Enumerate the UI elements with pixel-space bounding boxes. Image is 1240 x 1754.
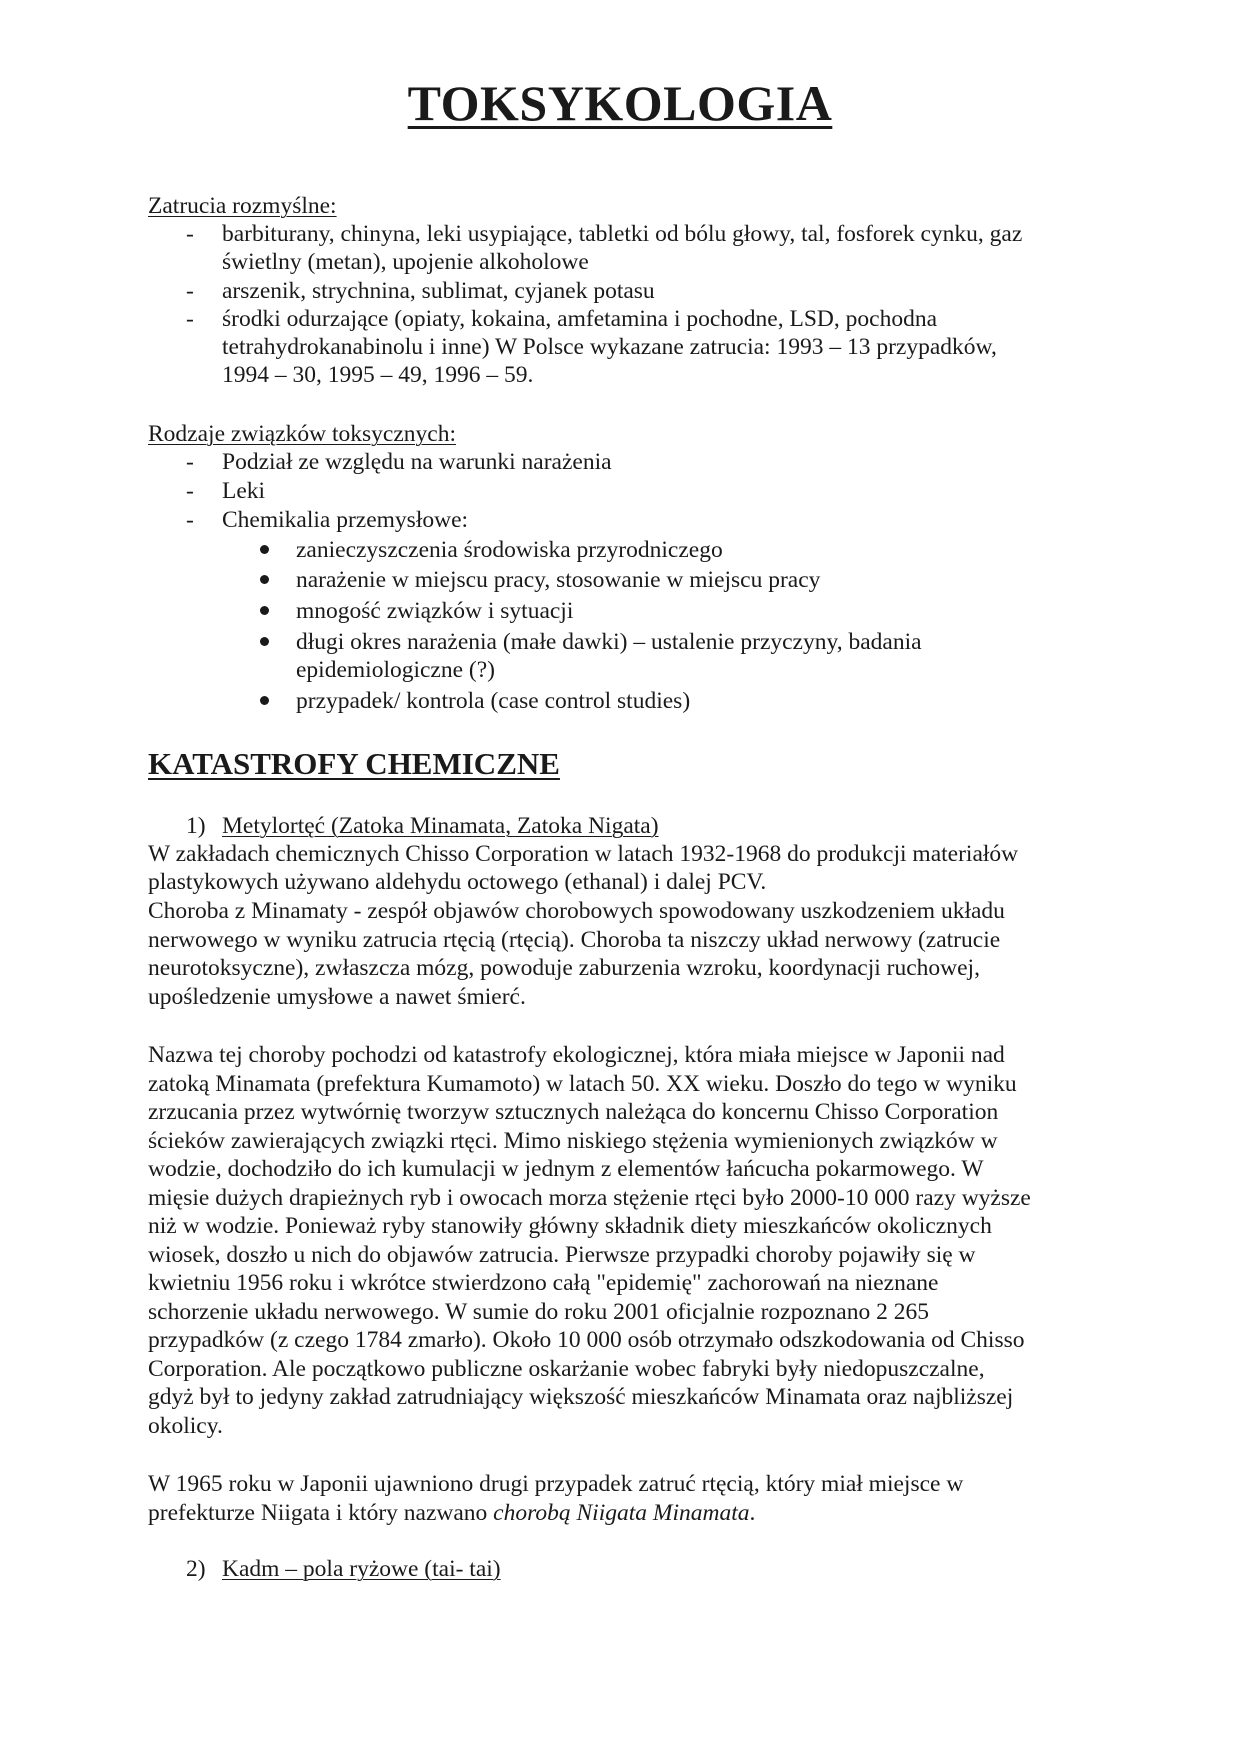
section-heading-toxic-compound-types: Rodzaje związków toksycznych: <box>148 421 457 447</box>
item-title-cadmium: Kadm – pola ryżowe (tai- tai) <box>222 1556 501 1582</box>
paragraph-line: zrzucania przez wytwórnię tworzyw sztucznych należąca do koncernu Chisso Corporation <box>148 1099 999 1125</box>
paragraph-line: upośledzenie umysłowe a nawet śmierć. <box>148 984 526 1010</box>
paragraph-line: neurotoksyczne), zwłaszcza mózg, powoduje zaburzenia wzroku, koordynacji ruchowej, <box>148 955 980 981</box>
paragraph-line: W 1965 roku w Japonii ujawniono drugi przypadek zatruć rtęcią, który miał miejsce w <box>148 1471 964 1497</box>
list-item-line: 1994 – 30, 1995 – 49, 1996 – 59. <box>222 362 534 388</box>
bullet-icon <box>260 637 269 646</box>
paragraph-line <box>148 1499 755 1527</box>
bullet-icon <box>260 545 269 554</box>
list-item-line: arszenik, strychnina, sublimat, cyjanek potasu <box>222 278 655 304</box>
section-heading-deliberate-poisonings: Zatrucia rozmyślne: <box>148 193 337 219</box>
section-heading-chemical-disasters: KATASTROFY CHEMICZNE <box>148 746 560 781</box>
paragraph-line: Nazwa tej choroby pochodzi od katastrofy ekologicznej, która miała miejsce w Japonii nad <box>148 1042 1005 1068</box>
paragraph-line: Corporation. Ale początkowo publiczne oskarżanie wobec fabryki były niedopuszczalne, <box>148 1356 985 1382</box>
paragraph-line: schorzenie układu nerwowego. W sumie do roku 2001 oficjalnie rozpoznano 2 265 <box>148 1299 929 1325</box>
list-item-line: Podział ze względu na warunki narażenia <box>222 449 612 475</box>
paragraph-text: . <box>749 1500 756 1526</box>
italic-disease-name: chorobą Niigata Minamata <box>493 1500 750 1526</box>
sub-list-item-line: zanieczyszczenia środowiska przyrodniczego <box>296 537 723 563</box>
dash-marker: - <box>186 449 194 475</box>
sub-list-item-line: narażenie w miejscu pracy, stosowanie w miejscu pracy <box>296 567 821 593</box>
page-title: TOKSYKOLOGIA <box>407 75 833 131</box>
paragraph-line: Choroba z Minamaty - zespół objawów chorobowych spowodowany uszkodzeniem układu <box>148 898 1005 924</box>
paragraph-line: gdyż był to jedyny zakład zatrudniający większość mieszkańców Minamata oraz najbliższej <box>148 1384 1014 1410</box>
paragraph-line: kwietniu 1956 roku i wkrótce stwierdzono całą "epidemię" zachorowań na nieznane <box>148 1270 939 1296</box>
sub-list-item-line: epidemiologiczne (?) <box>296 657 496 683</box>
item-number: 2) <box>186 1556 206 1582</box>
item-number: 1) <box>186 813 206 839</box>
sub-list-item-line: przypadek/ kontrola (case control studies) <box>296 688 691 714</box>
paragraph-line: niż w wodzie. Ponieważ ryby stanowiły główny składnik diety mieszkańców okolicznych <box>148 1213 992 1239</box>
list-item-line: świetlny (metan), upojenie alkoholowe <box>222 249 589 275</box>
list-item-line: Leki <box>222 478 266 504</box>
paragraph-line: W zakładach chemicznych Chisso Corporation w latach 1932-1968 do produkcji materiałów <box>148 841 1019 867</box>
dash-marker: - <box>186 278 194 304</box>
paragraph-line: przypadków (z czego 1784 zmarło). Około 10 000 osób otrzymało odszkodowania od Chisso <box>148 1327 1025 1353</box>
dash-marker: - <box>186 478 194 504</box>
item-title-methylmercury: Metylortęć (Zatoka Minamata, Zatoka Nigata) <box>222 813 659 839</box>
dash-marker: - <box>186 306 194 332</box>
list-item-line: Chemikalia przemysłowe: <box>222 507 469 533</box>
sub-list-item-line: długi okres narażenia (małe dawki) – ustalenie przyczyny, badania <box>296 629 922 655</box>
list-item-line: tetrahydrokanabinolu i inne) W Polsce wykazane zatrucia: 1993 – 13 przypadków, <box>222 334 997 360</box>
paragraph-text: prefekturze Niigata i który nazwano <box>148 1500 494 1526</box>
paragraph-line: mięsie dużych drapieżnych ryb i owocach morza stężenie rtęci było 2000-10 000 razy wyższe <box>148 1185 1031 1211</box>
paragraph-line: wiosek, doszło u nich do objawów zatrucia. Pierwsze przypadki choroby pojawiły się w <box>148 1242 976 1268</box>
list-item-line: środki odurzające (opiaty, kokaina, amfetamina i pochodne, LSD, pochodna <box>222 306 937 332</box>
paragraph-line: nerwowego w wyniku zatrucia rtęcią (rtęcią). Choroba ta niszczy układ nerwowy (zatrucie <box>148 927 1001 953</box>
sub-list-item-line: mnogość związków i sytuacji <box>296 598 574 624</box>
dash-marker: - <box>186 507 194 533</box>
paragraph-line: okolicy. <box>148 1413 223 1439</box>
paragraph-line: wodzie, dochodziło do ich kumulacji w jednym z elementów łańcucha pokarmowego. W <box>148 1156 984 1182</box>
paragraph-line: plastykowych używano aldehydu octowego (ethanal) i dalej PCV. <box>148 869 767 895</box>
bullet-icon <box>260 606 269 615</box>
bullet-icon <box>260 696 269 705</box>
paragraph-line: zatoką Minamata (prefektura Kumamoto) w latach 50. XX wieku. Doszło do tego w wyniku <box>148 1071 1017 1097</box>
paragraph-line: ścieków zawierających związki rtęci. Mimo niskiego stężenia wymienionych związków w <box>148 1128 998 1154</box>
dash-marker: - <box>186 221 194 247</box>
list-item-line: barbiturany, chinyna, leki usypiające, tabletki od bólu głowy, tal, fosforek cynku, gaz <box>222 221 1023 247</box>
bullet-icon <box>260 575 269 584</box>
